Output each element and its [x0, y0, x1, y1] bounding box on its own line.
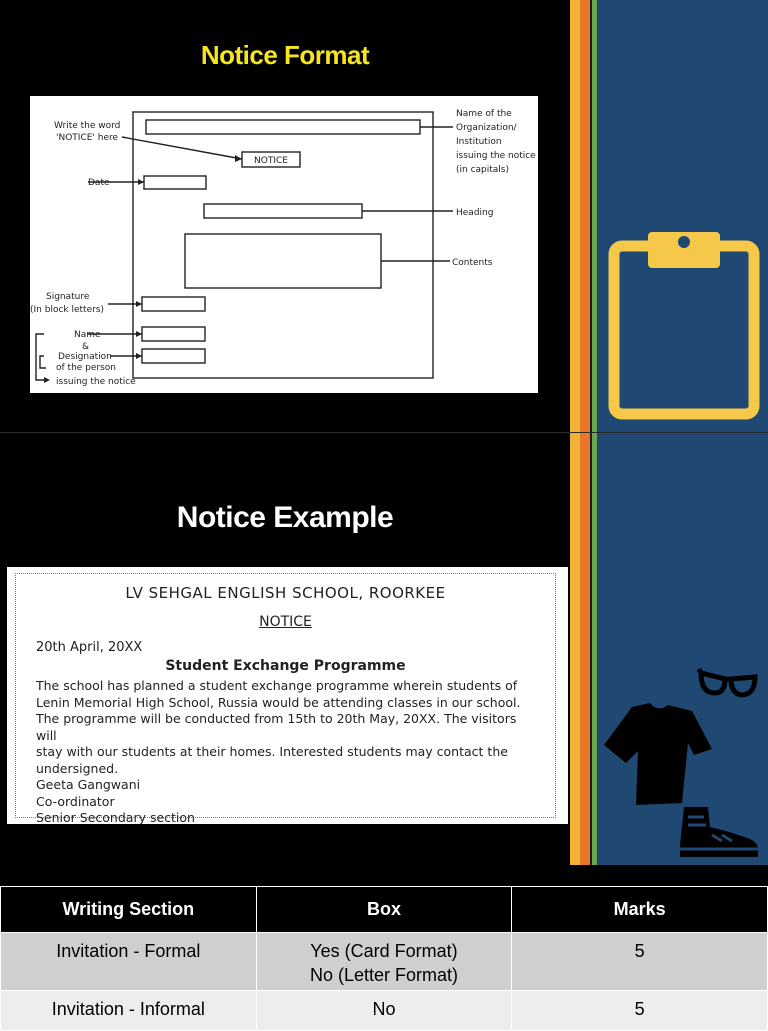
- school-name: LV SEHGAL ENGLISH SCHOOL, ROORKEE: [125, 584, 446, 602]
- box-line-2: No (Letter Format): [309, 965, 458, 985]
- sneaker-icon: [678, 805, 760, 859]
- label-org-5: (in capitals): [456, 165, 509, 175]
- tshirt-icon: [602, 699, 714, 807]
- label-designation-1: Designation: [58, 352, 112, 362]
- label-contents: Contents: [452, 258, 493, 268]
- body-line: The school has planned a student exchange programme wherein students of: [36, 678, 518, 693]
- body-line: Lenin Memorial High School, Russia would be attending classes in our school.: [36, 694, 521, 710]
- slide-notice-format: [0, 0, 768, 432]
- label-block-letters: (In block letters): [30, 305, 105, 315]
- body-line: stay with our students at their homes. Interested students may contact the: [36, 744, 508, 759]
- format-diagram-svg: [30, 96, 538, 393]
- designation-box: [142, 349, 205, 363]
- label-name: Name: [74, 330, 101, 340]
- label-designation-2: of the person: [56, 363, 117, 373]
- cell-writing-section: Invitation - Formal: [1, 933, 257, 991]
- label-org-1: Name of the: [456, 109, 512, 119]
- table-row: [1, 933, 768, 991]
- label-write-notice-1: Write the word: [54, 121, 121, 131]
- marks-table-container: [0, 886, 768, 1024]
- cell-writing-section: Invitation - Informal: [1, 991, 257, 1031]
- signatory-designation: Co-ordinator: [36, 793, 115, 809]
- body-line: undersigned.: [36, 760, 119, 776]
- notice-dotted-border: [15, 573, 556, 825]
- glasses-icon: [697, 667, 759, 701]
- signatory-name: Geeta Gangwani: [36, 777, 141, 792]
- date-box: [144, 176, 206, 189]
- heading-box: [204, 204, 362, 218]
- label-org-2: Organization/: [456, 123, 517, 133]
- label-designation-3: issuing the notice: [56, 377, 136, 387]
- notice-heading-word: NOTICE: [259, 614, 312, 630]
- label-heading: Heading: [456, 208, 494, 218]
- column-header-marks: Marks: [512, 887, 768, 933]
- cell-box: No: [256, 991, 512, 1031]
- org-name-box: [146, 120, 420, 134]
- contents-box: [185, 234, 381, 288]
- label-ampersand: &: [82, 342, 90, 352]
- column-header-box: Box: [256, 887, 512, 933]
- signatory-section: Senior Secondary section: [36, 810, 195, 825]
- table-header-row: [1, 887, 768, 933]
- slide-title: Notice Format: [200, 40, 370, 70]
- table-row: [1, 991, 768, 1031]
- notice-body: [36, 678, 536, 827]
- label-signature: Signature: [46, 292, 90, 302]
- body-line: The programme will be conducted from 15th to 20th May, 20XX. The visitors will: [36, 711, 517, 743]
- box-line-1: Yes (Card Format): [310, 941, 458, 961]
- cell-marks: 5: [512, 933, 768, 991]
- name-box: [142, 327, 205, 341]
- notice-subject: Student Exchange Programme: [165, 658, 406, 674]
- slide-title: Notice Example: [176, 501, 394, 534]
- label-org-4: issuing the notice: [456, 151, 536, 161]
- marks-table: [0, 886, 768, 1031]
- notice-date: 20th April, 20XX: [36, 640, 143, 655]
- notice-format-diagram: [30, 96, 538, 393]
- clipboard-icon: [608, 224, 760, 420]
- notice-word: NOTICE: [254, 156, 288, 166]
- cell-marks: 5: [512, 991, 768, 1031]
- label-write-notice-2: 'NOTICE' here: [56, 133, 119, 143]
- column-header-writing-section: Writing Section: [1, 887, 257, 933]
- signature-box: [142, 297, 205, 311]
- label-org-3: Institution: [456, 137, 502, 147]
- label-date: Date: [88, 178, 110, 188]
- slide-notice-example: [0, 433, 768, 865]
- cell-box: [256, 933, 512, 991]
- notice-example-image: [7, 567, 568, 824]
